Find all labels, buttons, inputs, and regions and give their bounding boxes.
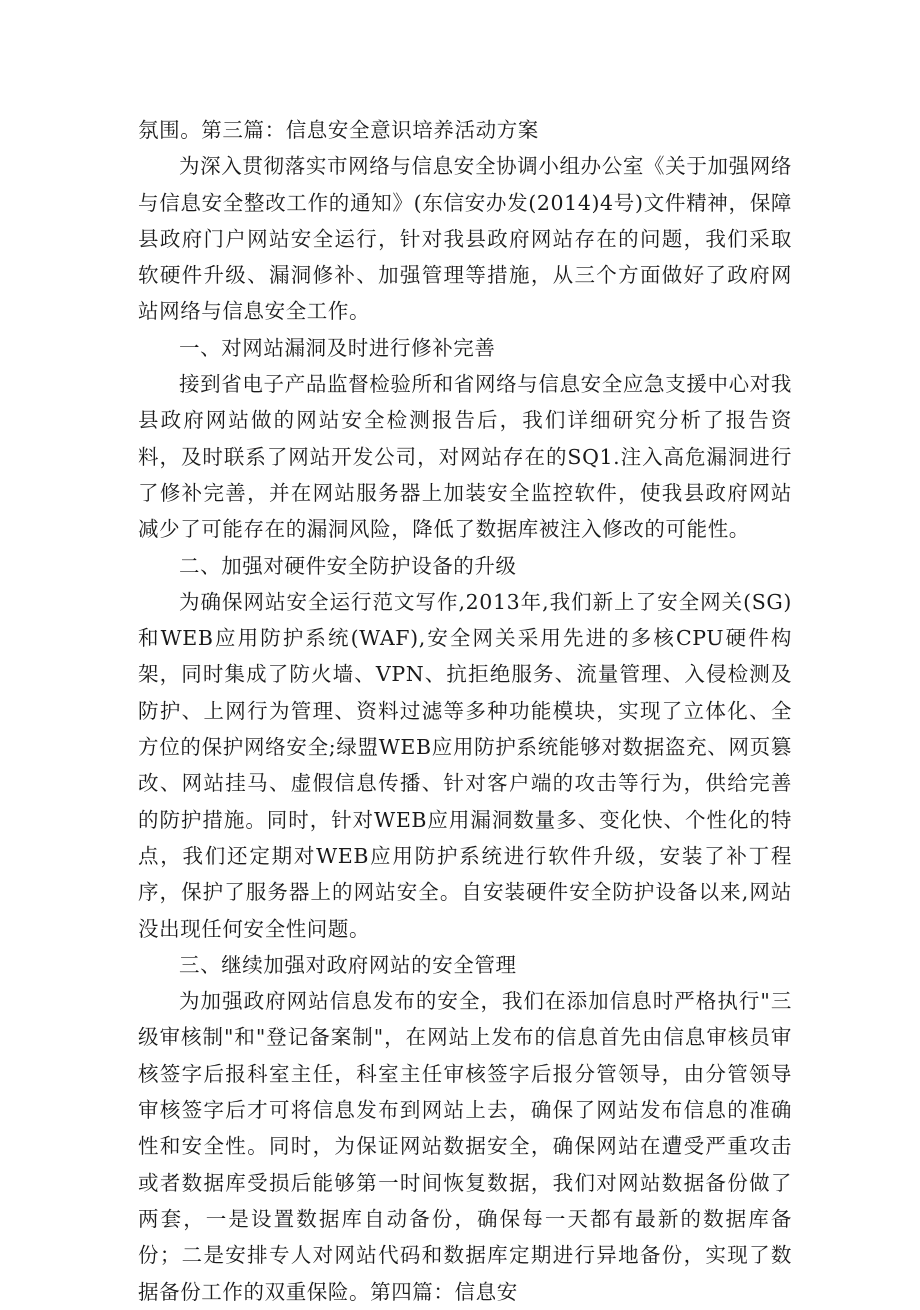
paragraph-section-1: 接到省电子产品监督检验所和省网络与信息安全应急支援中心对我县政府网站做的网站安全检测报告后，我们详细研究分析了报告资料，及时联系了网站开发公司，对网站存在的SQ1.注入高危漏洞进行了修补完善，并在网站服务器上加装安全监控软件，使我县政府网站减少了可能存在的漏洞风险，降低了数据库被注入修改的可能性。 [138, 372, 792, 542]
paragraph-intro: 为深入贯彻落实市网络与信息安全协调小组办公室《关于加强网络与信息安全整改工作的通知》(东信安办发(2014)4号)文件精神，保障县政府门户网站安全运行，针对我县政府网站存在的问题，我们采取软硬件升级、漏洞修补、加强管理等措施，从三个方面做好了政府网站网络与信息安全工作。 [138, 154, 792, 324]
document-body [138, 112, 792, 1310]
section-heading-2: 二、加强对硬件安全防护设备的升级 [179, 553, 517, 578]
paragraph-section-3: 为加强政府网站信息发布的安全，我们在添加信息时严格执行"三级审核制"和"登记备案制"，在网站上发布的信息首先由信息审核员审核签字后报科室主任，科室主任审核签字后报分管领导，由分管领导审核签字后才可将信息发布到网站上去，确保了网站发布信息的准确性和安全性。同时，为保证网站数据安全，确保网站在遭受严重攻击或者数据库受损后能够第一时间恢复数据，我们对网站数据备份做了两套，一是设置数据库自动备份，确保每一天都有最新的数据库备份；二是安排专人对网站代码和数据库定期进行异地备份，实现了数据备份工作的双重保险。第四篇：信息安 [138, 989, 792, 1304]
section-heading-1: 一、对网站漏洞及时进行修补完善 [179, 335, 496, 360]
section-heading-3: 三、继续加强对政府网站的安全管理 [179, 952, 517, 977]
paragraph-continuation: 氛围。第三篇：信息安全意识培养活动方案 [138, 118, 539, 142]
paragraph-section-2: 为确保网站安全运行范文写作,2013年,我们新上了安全网关(SG)和WEB应用防护系统(WAF),安全网关采用先进的多核CPU硬件构架，同时集成了防火墙、VPN、抗拒绝服务、流量管理、入侵检测及防护、上网行为管理、资料过滤等多种功能模块，实现了立体化、全方位的保护网络安全;绿盟WEB应用防护系统能够对数据盗充、网页篡改、网站挂马、虚假信息传播、针对客户端的攻击等行为，供给完善的防护措施。同时，针对WEB应用漏洞数量多、变化快、个性化的特点，我们还定期对WEB应用防护系统进行软件升级，安装了补丁程序，保护了服务器上的网站安全。自安装硬件安全防护设备以来,网站没出现任何安全性问题。 [138, 589, 792, 941]
